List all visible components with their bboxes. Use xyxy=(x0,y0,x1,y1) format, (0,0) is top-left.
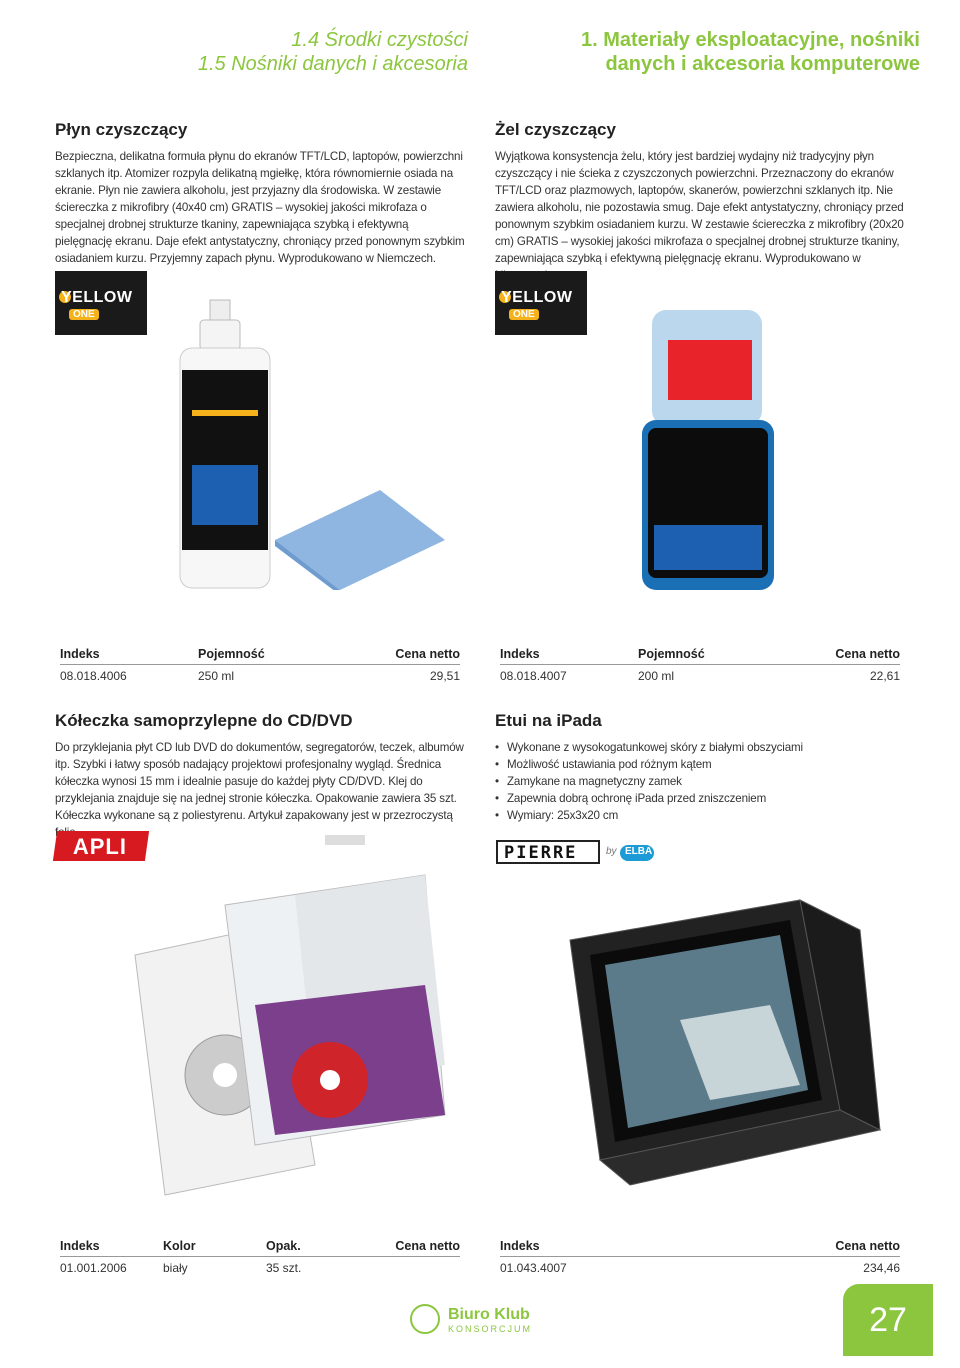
cell-pojemnosc: 200 ml xyxy=(638,669,675,683)
feature-list xyxy=(495,739,905,824)
brand-line2: KONSORCJUM xyxy=(448,1324,533,1334)
product-description: Do przyklejania płyt CD lub DVD do dokumentów, segregatorów, teczek, albumów itp. Szybki i łatwy sposób nadający projektowi profesjonalny wygląd. Średnica kółeczka wynosi 15 mm i idealnie pasuje do każdej płyty CD/DVD. Klej do przyklejania znajduje się na jednej stronie kółeczka. Opakowanie zawiera 35 szt. Kółeczka wykonane są z poliestyrenu. Artykuł zapakowany jest w przezroczystą xyxy=(55,741,464,822)
cell-opak: 35 szt. xyxy=(266,1261,302,1275)
spec-table-plyn xyxy=(60,643,460,687)
list-item: • Możliwość ustawiania pod różnym kątem xyxy=(495,756,905,773)
product-title: Żel czyszczący xyxy=(495,120,616,139)
product-koleczka xyxy=(55,711,467,841)
brand-line1: Biuro Klub xyxy=(448,1306,530,1323)
pierre-logo-text: PIERRE xyxy=(504,843,578,863)
logo-yellow-text: YELLOW xyxy=(501,289,573,306)
spray-bottle-image xyxy=(170,290,460,590)
col-cena: Cena netto xyxy=(395,1239,460,1253)
header-left-line1: 1.4 Środki czystości xyxy=(291,29,468,51)
logo-one-text: ONE xyxy=(509,309,539,320)
cell-pojemnosc: 250 ml xyxy=(198,669,235,683)
product-zel xyxy=(495,120,905,284)
elba-logo xyxy=(620,845,654,861)
apli-logo-text: APLI xyxy=(72,834,127,859)
cell-indeks: 01.043.4007 xyxy=(500,1261,567,1275)
col-cena: Cena netto xyxy=(835,647,900,661)
list-item: • Wykonane z wysokogatunkowej skóry z białymi obszyciami xyxy=(495,739,905,756)
spec-header-row xyxy=(500,643,900,665)
col-kolor: Kolor xyxy=(163,1239,196,1253)
yellow-one-logo xyxy=(55,271,147,335)
spec-header-row xyxy=(60,1235,460,1257)
product-description: Wyjątkowa konsystencja żelu, który jest bardziej wydajny niż tradycyjny płyn czyszczący i nie ścieka z czyszczonych powierzchni. Przeznaczony do ekranów TFT/LCD oraz plazmowych, laptopów, skanerów, powierzchni szklanych itp. Nie zawiera alkoholu, nie pozostawia smug. Daje efekt antystatyczny, chroniący przed ponownym szybkim osiadaniem kurzu. W zestawie ściereczka z mikrofibry (20x20 cm) GRATIS – wysokiej jakości mikrofaza o specjalnej drobnej strukturze tkaniny, zapewniająca szybką i efektywną pielęgnację ekranu. Wyprodukowano w xyxy=(495,150,904,265)
cell-indeks: 01.001.2006 xyxy=(60,1261,127,1275)
col-indeks: Indeks xyxy=(500,647,540,661)
elba-logo-text: ELBA xyxy=(625,846,653,857)
cell-indeks: 08.018.4006 xyxy=(60,669,127,683)
header-right-line1: 1. Materiały eksploatacyjne, nośniki xyxy=(580,29,920,51)
section-header-left xyxy=(198,28,468,76)
col-indeks: Indeks xyxy=(500,1239,540,1253)
pierre-logo xyxy=(496,840,600,864)
cell-cena: 29,51 xyxy=(429,669,460,683)
list-item: • Zamykane na magnetyczny zamek xyxy=(495,773,905,790)
header-right-line2: danych i akcesoria komputerowe xyxy=(605,53,920,75)
cell-kolor: biały xyxy=(163,1261,188,1275)
logo-one-text: ONE xyxy=(69,309,99,320)
by-label: by xyxy=(606,846,617,857)
header-left-line2: 1.5 Nośniki danych i akcesoria xyxy=(197,53,468,75)
cell-cena: 234,46 xyxy=(863,1261,900,1275)
page-number: 27 xyxy=(843,1284,933,1356)
col-indeks: Indeks xyxy=(60,1239,100,1253)
product-plyn xyxy=(55,120,467,267)
cell-cena: 22,61 xyxy=(869,669,900,683)
product-title: Płyn czyszczący xyxy=(55,120,188,139)
yellow-one-logo xyxy=(495,271,587,335)
list-item: • Wymiary: 25x3x20 cm xyxy=(495,807,905,824)
table-row xyxy=(500,665,900,687)
product-etui xyxy=(495,711,905,824)
col-cena: Cena netto xyxy=(835,1239,900,1253)
table-row xyxy=(60,665,460,687)
spec-table-etui xyxy=(500,1235,900,1279)
list-item: • Zapewnia dobrą ochronę iPada przed zniszczeniem xyxy=(495,790,905,807)
col-indeks: Indeks xyxy=(60,647,100,661)
col-pojemnosc: Pojemność xyxy=(198,647,265,661)
section-header-right xyxy=(500,28,920,76)
product-title: Kółeczka samoprzylepne do CD/DVD xyxy=(55,711,353,730)
table-row xyxy=(500,1257,900,1279)
cell-indeks: 08.018.4007 xyxy=(500,669,567,683)
cd-stickers-image xyxy=(125,835,455,1200)
gel-bottle-image xyxy=(630,300,790,595)
runner-icon xyxy=(410,1304,440,1334)
spec-header-row xyxy=(60,643,460,665)
ipad-case-image xyxy=(560,880,890,1190)
product-description: Bezpieczna, delikatna formuła płynu do ekranów TFT/LCD, laptopów, powierzchni szklanych itp. Atomizer rozpyla delikatną mgiełkę, która równomiernie osiada na ekranie. Płyn nie zawiera alkoholu, jest przyjazny dla środowiska. W zestawie ściereczka z mikrofibry (40x40 cm) GRATIS – wysokiej jakości mikrofaza o specjalnej drobnej strukturze tkaniny, zapewniająca szybką i efektywną pielęgnację ekranu. Daje efekt antystatyczny, chroniący przed ponownym szybkim osiadaniem kurzu. Przyjemny zapach płynu. Wyprodukowano w Niemczech. xyxy=(55,150,465,265)
col-opak: Opak. xyxy=(266,1239,301,1253)
table-row xyxy=(60,1257,460,1279)
spec-table-zel xyxy=(500,643,900,687)
spec-header-row xyxy=(500,1235,900,1257)
logo-yellow-text: YELLOW xyxy=(61,289,133,306)
col-pojemnosc: Pojemność xyxy=(638,647,705,661)
product-title: Etui na iPada xyxy=(495,711,602,730)
spec-table-koleczka xyxy=(60,1235,460,1279)
col-cena: Cena netto xyxy=(395,647,460,661)
